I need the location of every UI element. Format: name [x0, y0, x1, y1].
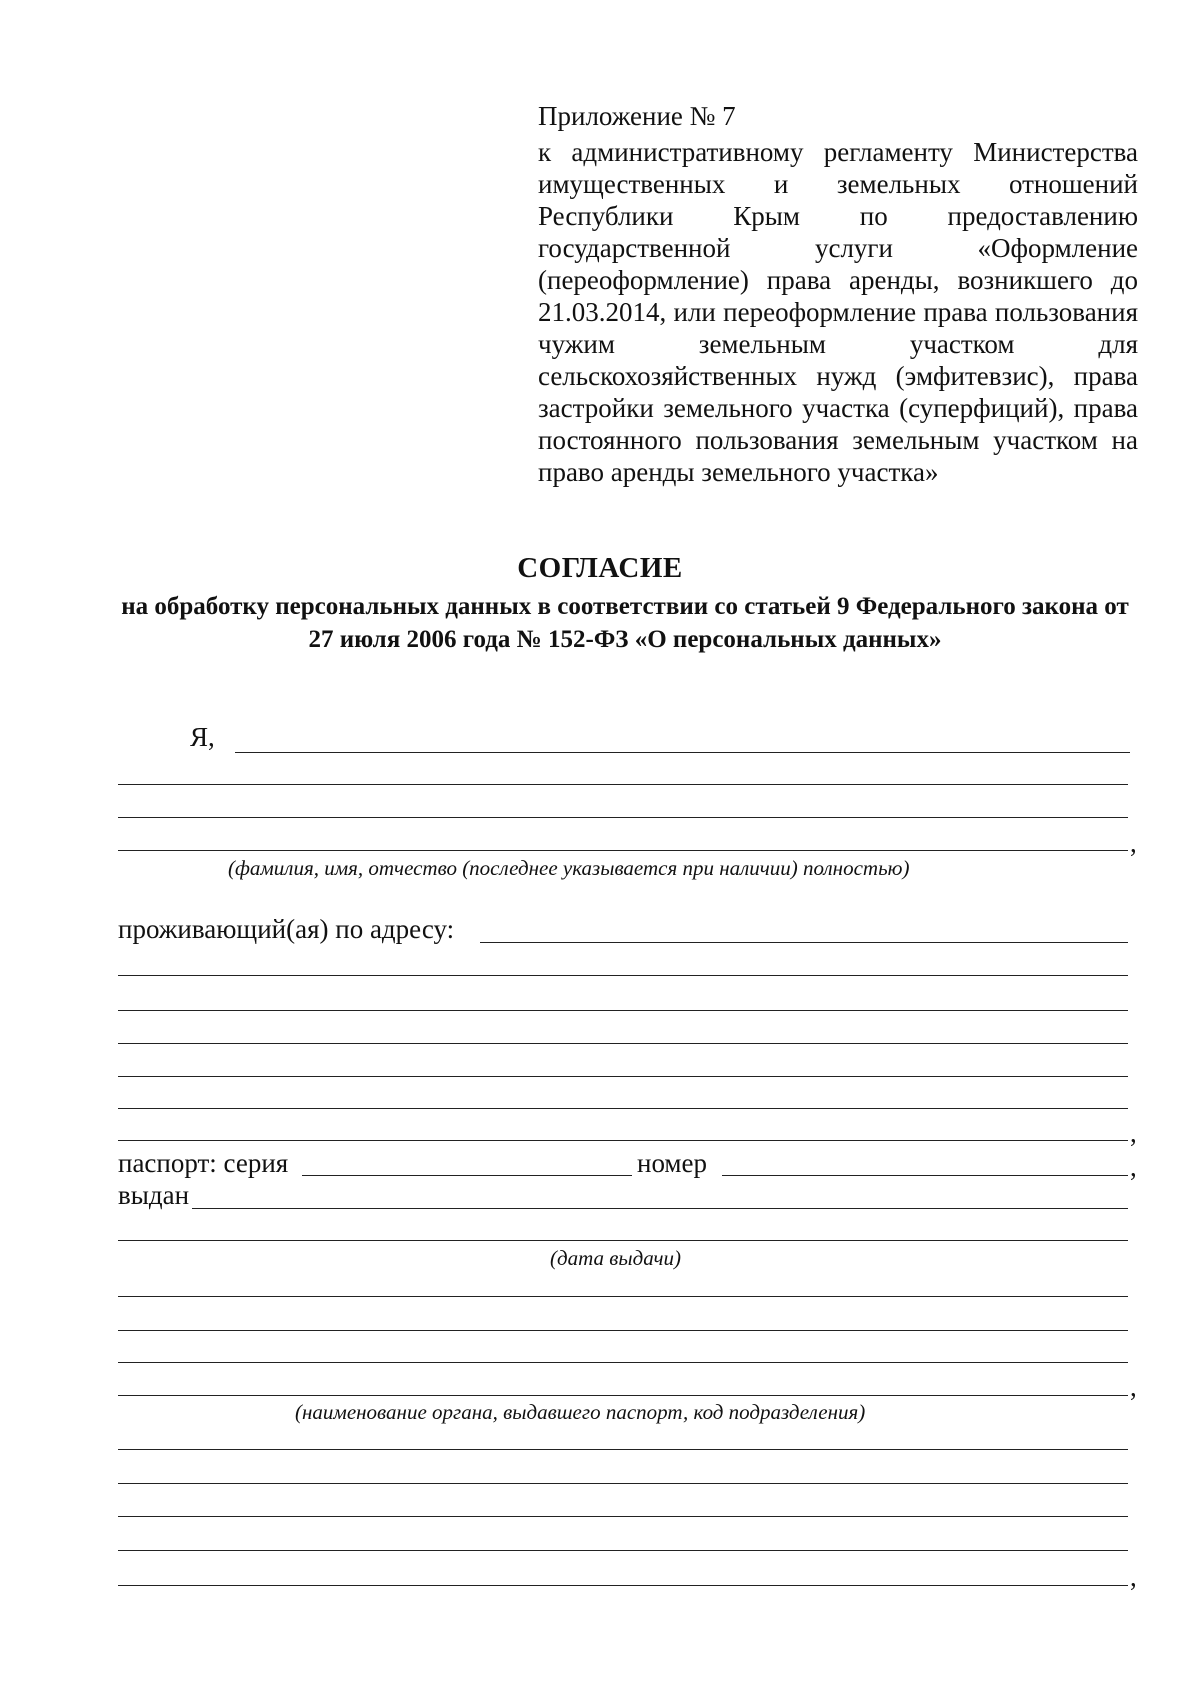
appendix-title: Приложение № 7 — [538, 101, 736, 131]
passport-series-label: паспорт: серия — [118, 1148, 289, 1178]
passport-number-field[interactable] — [722, 1175, 1128, 1176]
passport-comma: , — [1130, 1152, 1137, 1182]
address-field-line-1[interactable] — [480, 942, 1128, 943]
address-comma: , — [1130, 1118, 1137, 1148]
issuer-comma: , — [1130, 1372, 1137, 1402]
extra-field-line-1[interactable] — [118, 1449, 1128, 1450]
issued-field-line-1[interactable] — [192, 1208, 1128, 1209]
name-field-line-2[interactable] — [118, 784, 1128, 785]
address-field-line-6[interactable] — [118, 1108, 1128, 1109]
address-field-line-4[interactable] — [118, 1043, 1128, 1044]
extra-field-line-2[interactable] — [118, 1483, 1128, 1484]
document-title: СОГЛАСИЕ — [517, 552, 683, 584]
extra-field-line-4[interactable] — [118, 1550, 1128, 1551]
address-label: проживающий(ая) по адресу: — [118, 914, 455, 944]
issuer-field-line-4[interactable] — [118, 1395, 1128, 1396]
address-field-line-7[interactable] — [118, 1140, 1128, 1141]
document-subtitle: на обработку персональных данных в соответствии со статьей 9 Федерального закона от 27 июля 2006 года № 152-ФЗ «О персональных данных» — [121, 593, 1129, 653]
address-field-line-2[interactable] — [118, 975, 1128, 976]
address-field-line-3[interactable] — [118, 1010, 1128, 1011]
issued-label: выдан — [118, 1180, 190, 1210]
name-hint: (фамилия, имя, отчество (последнее указывается при наличии) полностью) — [228, 856, 910, 880]
extra-field-line-3[interactable] — [118, 1516, 1128, 1517]
issue-date-field-line[interactable] — [118, 1240, 1128, 1241]
name-field-line-3[interactable] — [118, 817, 1128, 818]
issuer-field-line-2[interactable] — [118, 1330, 1128, 1331]
passport-series-field[interactable] — [302, 1175, 632, 1176]
extra-comma: , — [1130, 1562, 1137, 1592]
name-comma: , — [1130, 828, 1137, 858]
name-prefix: Я, — [190, 722, 215, 752]
appendix-body: к административному регламенту Министерства имущественных и земельных отношений Республики Крым по предоставлению государственной услуги «Оформление (переоформление) права аренды, возникшего до 21.03.2014, или переоформление права пользования чужим земельным участком для сельскохозяйственных нужд (эмфитевзис), права застройки земельного участка (суперфиций), права постоянного пользования земельным участком на право аренды земельного участка» — [538, 137, 1138, 487]
address-field-line-5[interactable] — [118, 1076, 1128, 1077]
issuer-hint: (наименование органа, выдавшего паспорт, код подразделения) — [295, 1400, 866, 1424]
issue-date-hint: (дата выдачи) — [550, 1246, 681, 1270]
name-field-line-1[interactable] — [235, 752, 1130, 753]
issuer-field-line-1[interactable] — [118, 1296, 1128, 1297]
name-field-line-4[interactable] — [118, 850, 1128, 851]
passport-number-label: номер — [637, 1148, 708, 1178]
extra-field-line-5[interactable] — [118, 1585, 1128, 1586]
issuer-field-line-3[interactable] — [118, 1362, 1128, 1363]
